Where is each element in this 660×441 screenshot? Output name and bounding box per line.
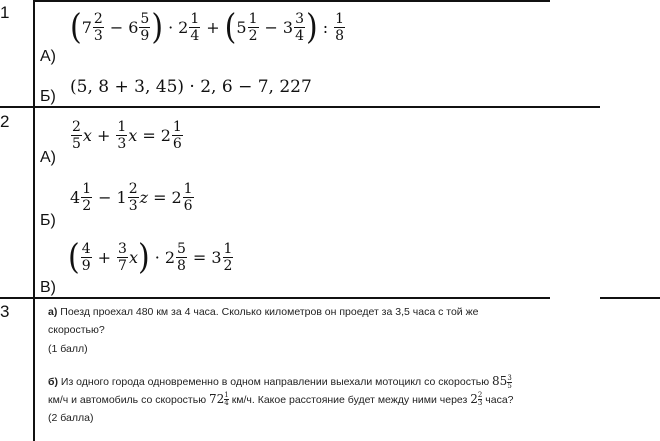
task-2a-label: А) — [40, 149, 56, 166]
mixed-whole: 2 — [171, 188, 182, 207]
operator: = — [142, 126, 156, 145]
speed-1-fraction: $\frac{3}{5}$ — [507, 373, 512, 390]
table-vertical-divider — [33, 0, 35, 441]
fraction: $\frac{4}{9}$ — [81, 241, 91, 274]
task-3a-text-1: Поезд проехал 480 км за 4 часа. Сколько километров он проедет за 3,5 часа с той же — [60, 306, 479, 318]
task-3a-line-1 — [48, 306, 608, 319]
operator: + — [97, 248, 112, 267]
task-3b-text-2a: км/ч и автомобиль со скоростью — [48, 393, 207, 406]
task-3b-line-2 — [48, 392, 648, 408]
fraction: $\frac{2}{3}$ — [128, 181, 138, 214]
fraction: $\frac{1}{6}$ — [172, 119, 182, 152]
row-number-2: 2 — [0, 112, 10, 131]
fraction: $\frac{5}{9}$ — [140, 11, 150, 44]
fraction: $\frac{3}{4}$ — [295, 11, 305, 44]
task-2b-equation — [70, 182, 195, 213]
row-number-3: 3 — [0, 302, 10, 321]
operator: = — [192, 248, 207, 267]
fraction: $\frac{1}{2}$ — [223, 241, 233, 274]
fraction: $\frac{2}{3}$ — [93, 11, 103, 44]
task-3a-prefix: а) — [48, 306, 58, 318]
task-1a-expression — [70, 6, 346, 48]
table-top-border — [33, 0, 550, 2]
operator: − — [264, 18, 278, 37]
fraction: $\frac{1}{2}$ — [82, 181, 92, 214]
fraction: $\frac{1}{4}$ — [190, 11, 200, 44]
time-fraction: $\frac{2}{3}$ — [477, 391, 483, 408]
fraction: $\frac{1}{3}$ — [117, 119, 127, 152]
fraction: $\frac{1}{6}$ — [183, 181, 193, 214]
operator: · — [168, 18, 174, 37]
speed-1-whole: 85 — [492, 374, 508, 388]
table-row-divider-2 — [0, 297, 550, 299]
task-2a-equation — [70, 120, 184, 151]
mixed-whole: 2 — [160, 126, 171, 145]
task-3a-line-2: скоростью? — [48, 323, 105, 336]
time-whole: 2 — [470, 391, 478, 406]
mixed-whole: 2 — [178, 18, 189, 37]
mixed-whole: 6 — [128, 18, 139, 37]
fraction: $\frac{2}{5}$ — [72, 119, 81, 152]
task-3b-text-1: Из одного города одновременно в одном направлении выехали мотоцикл со скоростью — [60, 376, 490, 388]
operator: = — [153, 188, 167, 207]
mixed-whole: 2 — [164, 248, 175, 267]
task-1a-label: А) — [40, 48, 56, 65]
task-1b-label: Б) — [40, 88, 56, 105]
task-3b — [48, 374, 648, 425]
operator: + — [206, 18, 220, 37]
variable: z — [139, 188, 149, 207]
speed-2-whole: 72 — [209, 391, 225, 406]
variable: x — [128, 248, 138, 267]
task-1b-expression: (5, 8 + 3, 45) · 2, 6 − 7, 227 — [70, 77, 312, 97]
task-2c-equation — [68, 236, 234, 278]
variable: x — [128, 126, 138, 145]
task-3b-text-2b: км/ч. Какое расстояние будет между ними через — [231, 393, 468, 406]
task-3b-points: (2 балла) — [48, 412, 94, 425]
operator: − — [109, 18, 124, 37]
fraction: $\frac{1}{8}$ — [335, 11, 345, 44]
task-3a-points: (1 балл) — [48, 343, 88, 356]
speed-2-fraction: $\frac{1}{4}$ — [224, 391, 229, 408]
paren-close: ) — [306, 6, 318, 48]
mixed-whole: 4 — [70, 188, 81, 207]
operator: − — [98, 188, 112, 207]
table-row-divider-1 — [0, 106, 600, 108]
task-3b-text-2c: часа? — [485, 393, 514, 406]
row-number-1: 1 — [0, 3, 10, 22]
fraction: $\frac{3}{7}$ — [118, 241, 127, 274]
paren-open: ( — [68, 236, 80, 278]
paren-close: ) — [138, 236, 150, 278]
task-2c-label: В) — [40, 279, 56, 296]
variable: x — [82, 126, 92, 145]
paren-open: ( — [224, 6, 237, 48]
fraction: $\frac{1}{2}$ — [248, 11, 258, 44]
operator: · — [154, 248, 160, 267]
mixed-whole: 7 — [81, 18, 92, 37]
fraction: $\frac{5}{8}$ — [177, 241, 186, 274]
paren-open: ( — [70, 6, 82, 48]
mixed-whole: 3 — [211, 248, 222, 267]
task-3b-line-1 — [48, 374, 648, 390]
table-row-divider-2b — [600, 297, 660, 299]
paren-close: ) — [151, 6, 164, 48]
task-3b-prefix: б) — [48, 376, 58, 388]
mixed-whole: 5 — [236, 18, 247, 37]
mixed-whole: 3 — [282, 18, 294, 37]
task-2b-label: Б) — [40, 212, 56, 229]
mixed-whole: 1 — [116, 188, 127, 207]
operator: : — [322, 18, 329, 37]
task-3a — [48, 306, 608, 356]
operator: + — [96, 126, 111, 145]
